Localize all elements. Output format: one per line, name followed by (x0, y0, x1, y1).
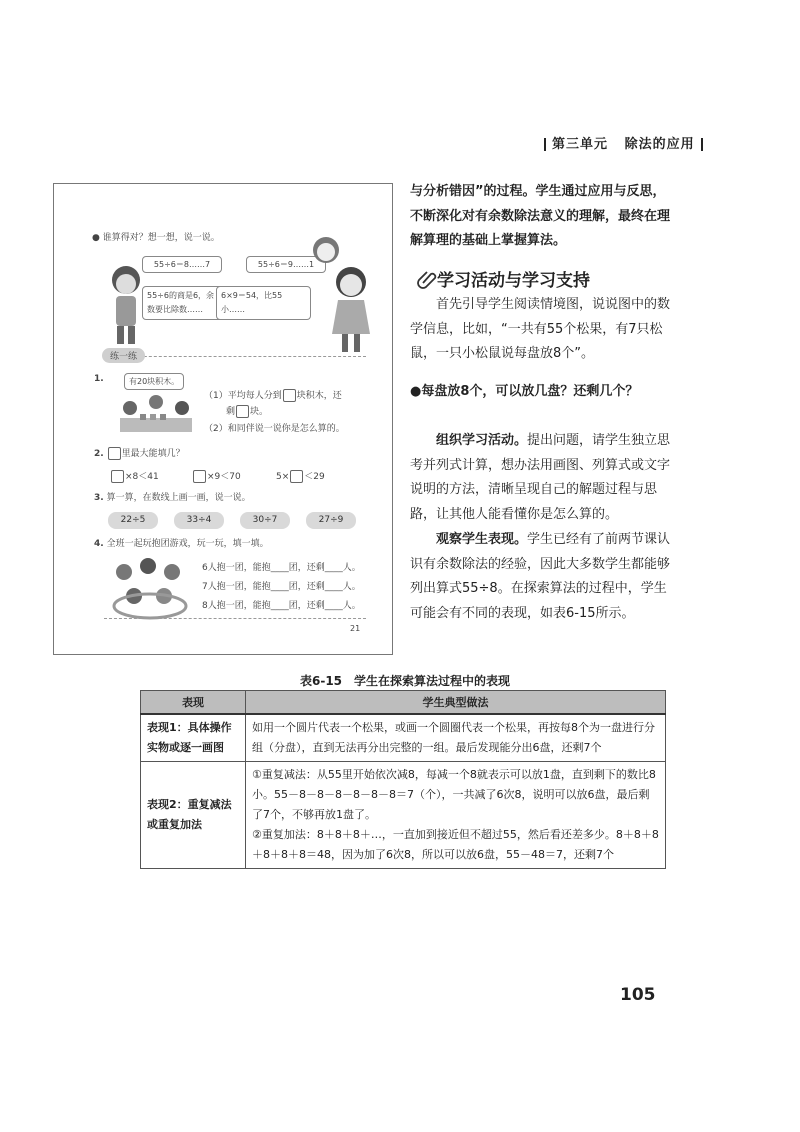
table-row (141, 714, 666, 762)
q1-bubble: 有20块积木。 (124, 373, 184, 390)
bottom-divider (104, 618, 366, 619)
inequality-3 (276, 469, 325, 483)
q4-text: 全班一起玩抱团游戏，玩一玩，填一填。 (106, 539, 269, 549)
table-header-row (141, 691, 666, 715)
header-bar-left (544, 138, 546, 151)
q1-part1 (204, 388, 342, 402)
row-cell (246, 762, 666, 869)
division-pill: 22÷5 (108, 512, 158, 529)
bubble-left: 55÷6的商是6，余数要比除数…… (142, 286, 227, 320)
children-playing-blocks (110, 390, 202, 438)
q3-text: 算一算，在数线上画一画，说一说。 (106, 493, 251, 503)
inset-page-number: 21 (350, 624, 361, 633)
row-text: 如用一个圆片代表一个松果，或画一个圆圈代表一个松果，再按每8个为一盘进行分组（分盘），直到无法再分出完整的一组。最后发现能分出6盘，还剩7个 (246, 714, 666, 762)
para-1: 首先引导学生阅读情境图，说说图中的数学信息，比如，“一共有55个松果，有7只松鼠，一只小松鼠说每盘放8个”。 (410, 297, 671, 362)
para-3-text: 学生已经有了前两节课认识有余数除法的经验，因此大多数学生都能够列出算式55÷8。在探索算法的过程中，学生可能会有不同的表现，如表6-15所示。 (410, 532, 671, 621)
textbook-inset (53, 183, 393, 655)
table-header: 学生典型做法 (246, 691, 666, 715)
row-text-2: ②重复加法：8＋8＋8＋…，一直加到接近但不超过55，然后看还差多少。8＋8＋8＋8＋8＋8＝48，因为加了6次8，所以可以放6盘，55－48＝7，还剩7个 (252, 828, 659, 861)
answer-box[interactable] (283, 389, 296, 402)
table-header: 表现 (141, 691, 246, 715)
performance-table (140, 690, 666, 869)
game-line: 7人抱一团，能抱____团，还剩____人。 (202, 582, 361, 592)
para-2-lead: 组织学习活动。 (436, 433, 528, 448)
para-2-text: 提出问题，请学生独立思考并列式计算，想办法用画图、列算式或文字说明的方法，清晰呈现自己的解题过程与思路，让其他人能看懂你是怎么算的。 (410, 433, 671, 522)
answer-box[interactable] (290, 470, 303, 483)
q2-number: 2. (94, 449, 104, 459)
q2 (94, 446, 185, 460)
table-row (141, 762, 666, 869)
table-caption: 表6-15 学生在探索算法过程中的表现 (300, 674, 511, 688)
q1-part1-a: （1）平均每人分到 (204, 391, 282, 401)
inset-question-intro: ● 谁算得对？想一想，说一说。 (92, 233, 220, 243)
q2-text: 里最大能填几？ (121, 449, 185, 459)
boy-avatar (312, 236, 340, 264)
section-title: 学习活动与学习支持 (437, 271, 590, 291)
children-circle-illustration (108, 556, 192, 622)
q1-part1-cont (226, 404, 268, 418)
body-paragraph-2 (410, 429, 672, 527)
intro-text: 与分析错因”的过程。学生通过应用与反思，不断深化对有余数除法意义的理解，最终在理解算理的基础上掌握算法。 (410, 184, 671, 249)
paperclip-icon (417, 269, 437, 289)
q3 (94, 490, 251, 503)
page-number: 105 (620, 985, 656, 1005)
division-pill: 30÷7 (240, 512, 290, 529)
body-paragraph-3 (410, 528, 672, 626)
para-3-lead: 观察学生表现。 (436, 532, 528, 547)
equation-left: 55÷6＝8……7 (142, 256, 222, 273)
row-label: 表现2：重复减法或重复加法 (141, 762, 246, 869)
practice-tag: 练一练 (102, 348, 145, 363)
inequality-2 (192, 469, 241, 483)
answer-box[interactable] (108, 447, 121, 460)
q4-number: 4. (94, 539, 104, 549)
game-line: 6人抱一团，能抱____团，还剩____人。 (202, 563, 361, 573)
boy-illustration (106, 260, 146, 350)
section-heading (417, 266, 590, 291)
q3-number: 3. (94, 493, 104, 503)
answer-box[interactable] (111, 470, 124, 483)
running-header (538, 133, 709, 152)
inequality-1 (110, 469, 159, 483)
inequality-3-a: 5× (276, 472, 290, 482)
intro-paragraph (410, 180, 672, 254)
q1-number: 1. (94, 374, 104, 384)
q1-part1-c: 剩 (226, 407, 236, 417)
inequality-1-text: ×8＜41 (125, 472, 159, 482)
answer-box[interactable] (236, 405, 249, 418)
q4 (94, 536, 269, 549)
inequality-3-b: ＜29 (304, 472, 325, 482)
question-line (410, 380, 672, 405)
row-label: 表现1：具体操作实物或逐一画图 (141, 714, 246, 762)
header-topic: 除法的应用 (624, 137, 695, 152)
q1-part1-d: 块。 (250, 407, 269, 417)
game-line: 8人抱一团，能抱____团，还剩____人。 (202, 601, 361, 611)
division-pill: 33÷4 (174, 512, 224, 529)
header-bar-right (701, 138, 703, 151)
inequality-2-text: ×9＜70 (207, 472, 241, 482)
equation-right: 55÷6＝9……1 (246, 256, 326, 273)
division-pill: 27÷9 (306, 512, 356, 529)
girl-illustration (326, 262, 376, 358)
row-text: ①重复减法：从55里开始依次减8，每减一个8就表示可以放1盘，直到剩下的数比8小。55－8－8－8－8－8－8＝7（个），一共减了6次8，说明可以放6盘，最后剩了7个，不够再放1盘了。 (252, 768, 656, 821)
question-text: ●每盘放8个，可以放几盘？还剩几个？ (410, 384, 639, 399)
q1-part1-b: 块积木，还 (296, 391, 342, 401)
q1-part2: （2）和同伴说一说你是怎么算的。 (204, 424, 345, 434)
header-unit: 第三单元 (552, 137, 609, 152)
bubble-right: 6×9＝54，比55小…… (216, 286, 311, 320)
body-paragraph-1 (410, 293, 672, 367)
answer-box[interactable] (193, 470, 206, 483)
